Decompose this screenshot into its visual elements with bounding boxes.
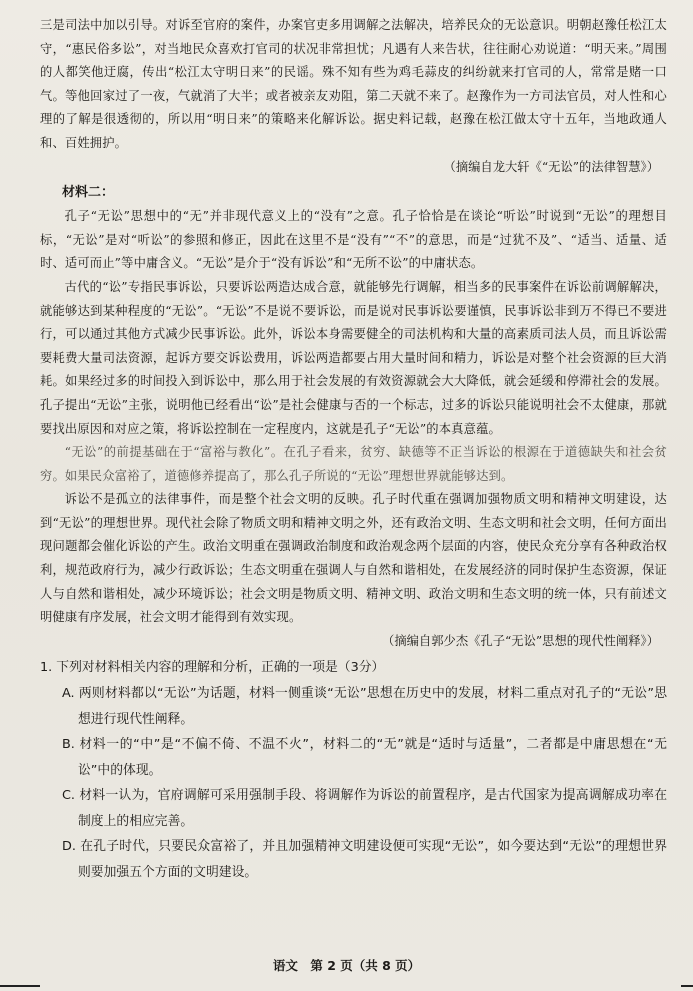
material1-source: （摘编自龙大轩《“无讼”的法律智慧》） <box>443 159 659 174</box>
material1-paragraph: 三是司法中加以引导。对诉至官府的案件，办案官吏多用调解之法解决，培养民众的无讼意识。明朝赵豫任松江太守，“惠民俗多讼”，对当地民众喜欢打官司的状况非常担忧；凡遇有人来告状，往往耐心劝说道：“明天来。”周围的人都笑他迂腐，传出“松江太守明日来”的民谣。殊不知有些为鸡毛蒜皮的纠纷就来打官司的人，常常是赌一口气。等他回家过了一夜，气就消了大半；或者被亲友劝阻，第二天就不来了。赵豫作为一方司法官员，对人性和心理的了解是很透彻的，所以用“明日来”的策略来化解诉讼。据史料记载，赵豫在松江做太守十五年，当地政通人和、百姓拥护。 <box>40 18 667 150</box>
question-stem: 1. 下列对材料相关内容的理解和分析，正确的一项是（3分） <box>40 660 385 676</box>
option-d: D. 在孔子时代，只要民众富裕了，并且加强精神文明建设便可实现“无讼”，如今要达到“无讼”的理想世界则要加强五个方面的文明建设。 <box>62 839 667 880</box>
material2-paragraph-1: 孔子“无讼”思想中的“无”并非现代意义上的“没有”之意。孔子恰恰是在谈论“听讼”时说到“无讼”的理想目标，“无讼”是对“听讼”的参照和修正，因此在这里不是“没有”“不”的意思，而是“过犹不及”、“适当、适量、适时、适可而止”等中庸含义。“无讼”是介于“没有诉讼”和“无所不讼”的中庸状态。 <box>40 209 667 271</box>
page-corner-mark-left <box>0 985 40 987</box>
option-a: A. 两则材料都以“无讼”为话题，材料一侧重谈“无讼”思想在历史中的发展，材料二重点对孔子的“无讼”思想进行现代性阐释。 <box>62 686 667 727</box>
option-b: B. 材料一的“中”是“不偏不倚、不温不火”，材料二的“无”就是“适时与适量”，二者都是中庸思想在“无讼”中的体现。 <box>62 737 667 778</box>
page-corner-mark-right <box>681 985 693 987</box>
material2-heading: 材料二： <box>62 185 115 201</box>
material2-source: （摘编自郭少杰《孔子“无讼”思想的现代性阐释》） <box>382 633 659 648</box>
material2-paragraph-2: 古代的“讼”专指民事诉讼，只要诉讼两造达成合意，就能够先行调解，相当多的民事案件在诉讼前调解解决，就能够达到某种程度的“无讼”。“无讼”不是说不要诉讼，而是说对民事诉讼要谨慎，民事诉讼非到万不得已不要进行，可以通过其他方式减少民事诉讼。此外，诉讼本身需要健全的司法机构和大量的高素质司法人员，而且诉讼需要耗费大量司法资源，起诉方要交诉讼费用，诉讼两造都要占用大量时间和精力，诉讼是对整个社会资源的巨大消耗。如果经过多的时间投入到诉讼中，那么用于社会发展的有效资源就会大大降低，就会延缓和停滞社会的发展。孔子提出“无讼”主张，说明他已经看出“讼”是社会健康与否的一个标志，过多的诉讼只能说明社会不太健康，那就要找出原因和对应之策，将诉讼控制在一定程度内，这就是孔子“无讼”的本真意蕴。 <box>40 279 667 436</box>
option-c: C. 材料一认为，官府调解可采用强制手段、将调解作为诉讼的前置程序，是古代国家为提高调解成功率在制度上的相应完善。 <box>62 788 667 829</box>
material2-paragraph-4: 诉讼不是孤立的法律事件，而是整个社会文明的反映。孔子时代重在强调加强物质文明和精神文明建设，达到“无讼”的理想世界。现代社会除了物质文明和精神文明之外，还有政治文明、生态文明和社会文明，任何方面出现问题都会催化诉讼的产生。政治文明重在强调政治制度和政治观念两个层面的内容，使民众充分享有各种政治权利，规范政府行为，减少行政诉讼；生态文明重在强调人与自然和谐相处，在发展经济的同时保护生态资源，保证人与自然和谐相处，减少环境诉讼；社会文明是物质文明、精神文明、政治文明和生态文明的统一体，只有前述文明健康有序发展，社会文明才能得到有效实现。 <box>40 492 667 625</box>
page-footer: 语文 第 2 页（共 8 页） <box>272 958 421 973</box>
material2-paragraph-3: “无讼”的前提基础在于“富裕与教化”。在孔子看来，贫穷、缺德等不正当诉讼的根源在于道德缺失和社会贫穷。如果民众富裕了，道德修养提高了，那么孔子所说的“无讼”理想世界就能够达到。 <box>40 445 667 483</box>
